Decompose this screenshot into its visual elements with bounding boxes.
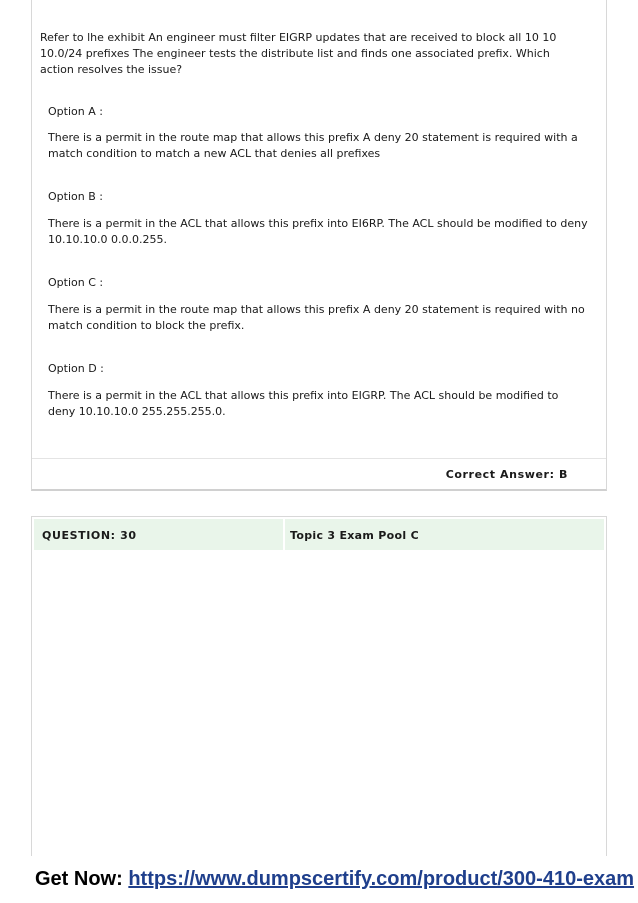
option-c-label: Option C : — [48, 276, 104, 289]
correct-answer: Correct Answer: B — [445, 468, 568, 481]
option-a-text: There is a permit in the route map that allows this prefix A deny 20 statement is required with a match condition to match a new ACL that denies all prefixes — [48, 131, 578, 160]
option-a-label: Option A : — [48, 105, 103, 118]
question-number: QUESTION: 30 — [42, 529, 137, 542]
footer-banner — [35, 868, 634, 891]
option-c-text: There is a permit in the route map that allows this prefix A deny 20 statement is required with no match condition to block the prefix. — [48, 303, 585, 332]
answer-row — [32, 458, 606, 489]
option-d-label: Option D : — [48, 362, 104, 375]
question-header — [34, 519, 604, 550]
question-text: Refer to lhe exhibit An engineer must filter EIGRP updates that are received to block all 10 10 10.0/24 prefixes The engineer tests the distribute list and finds one associated prefix. Which action resolves the issue? — [40, 31, 557, 76]
footer-prefix: Get Now: — [35, 868, 129, 890]
option-d-text: There is a permit in the ACL that allows this prefix into EIGRP. The ACL should be modified to deny 10.10.10.0 255.255.255.0. — [48, 389, 559, 418]
header-divider — [283, 519, 285, 550]
option-b-text: There is a permit in the ACL that allows this prefix into EI6RP. The ACL should be modified to deny 10.10.10.0 0.0.0.255. — [48, 217, 588, 246]
footer-link[interactable]: https://www.dumpscertify.com/product/300-410-exam — [128, 868, 635, 890]
question-topic: Topic 3 Exam Pool C — [290, 529, 419, 542]
next-question-card — [31, 516, 607, 856]
question-card — [31, 0, 607, 491]
option-b-label: Option B : — [48, 190, 103, 203]
